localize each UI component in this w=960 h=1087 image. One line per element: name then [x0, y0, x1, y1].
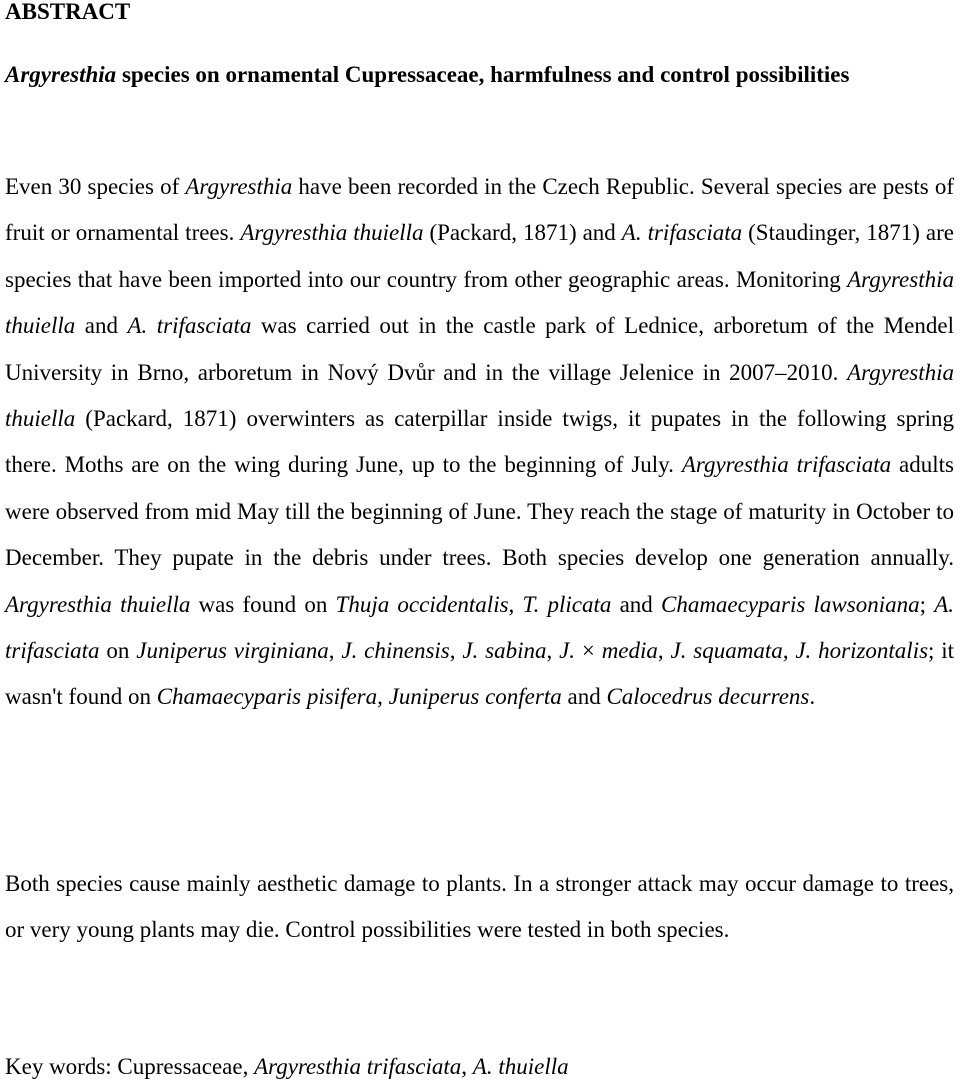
italic-run: Calocedrus decurrens: [606, 684, 810, 710]
italic-run: Argyresthia trifasciata: [254, 1054, 462, 1079]
italic-run: Argyresthia trifasciata: [681, 452, 892, 478]
text-run: and: [561, 684, 607, 710]
text-run: was found on: [190, 591, 336, 617]
italic-run: A. trifasciata: [127, 313, 252, 339]
italic-run: A. trifasciata: [5, 591, 954, 664]
italic-run: Argyresthia thuiella: [240, 220, 424, 246]
keywords-line: [5, 1047, 954, 1087]
text-run: ,: [657, 638, 671, 664]
italic-run: Argyresthia thuiella: [5, 359, 954, 432]
abstract-paragraph-1: [5, 164, 954, 721]
title-rest: species on ornamental Cupressaceae, harmfulness and control possibilities: [116, 62, 850, 87]
text-run: ,: [328, 638, 342, 664]
text-run: ,: [546, 638, 560, 664]
italic-run: Juniperus virginiana: [136, 638, 329, 664]
title-genus: Argyresthia: [5, 62, 117, 87]
text-run: and: [75, 313, 128, 339]
italic-run: media: [601, 638, 658, 664]
italic-run: Argyresthia: [185, 174, 293, 199]
paper-title: [5, 52, 954, 98]
text-run: ,: [461, 1054, 473, 1079]
italic-run: Argyresthia thuiella: [5, 266, 954, 339]
text-run: (Packard, 1871) and: [423, 220, 622, 246]
text-run: (Packard, 1871) overwinters as caterpillar inside twigs, it pupates in the following spring there. Moths are on the wing during June, up to the beginning of July.: [5, 406, 954, 478]
italic-run: Argyresthia thuiella: [5, 591, 191, 617]
text-run: Key words: Cupressaceae,: [5, 1054, 255, 1079]
italic-run: Chamaecyparis pisifera, Juniperus conferta: [156, 684, 562, 710]
text-run: ,: [508, 591, 523, 617]
text-run: ;: [919, 591, 935, 617]
text-run: adults were observed from mid May till the beginning of June. They reach the stage of maturity in October to December. They pupate in the debris under trees. Both species develop one generation annually.: [5, 452, 954, 571]
text-run: .: [809, 684, 816, 710]
italic-run: A. trifasciata: [621, 220, 743, 246]
text-run: ×: [575, 638, 602, 664]
section-heading: ABSTRACT: [5, 0, 131, 24]
abstract-paragraph-2: Both species cause mainly aesthetic damage to plants. In a stronger attack may occur damage to trees, or very young plants may die. Control possibilities were tested in both species.: [5, 871, 954, 943]
italic-run: J. squamata, J. horizontalis: [670, 638, 929, 664]
italic-run: J. sabina: [462, 638, 547, 664]
text-run: ; it wasn't found on: [5, 638, 955, 710]
italic-run: J. chinensis: [341, 638, 450, 664]
text-run: ,: [449, 638, 463, 664]
text-run: Even 30 species of: [5, 174, 186, 199]
italic-run: Thuja occidentalis: [335, 591, 509, 617]
text-run: (Staudinger, 1871) are species that have been imported into our country from other geographic areas. Monitoring: [5, 220, 954, 292]
text-run: have been recorded in the Czech Republic. Several species are pests of fruit or ornamental trees.: [5, 174, 955, 246]
italic-run: T. plicata: [522, 591, 612, 617]
text-run: on: [99, 638, 137, 664]
text-run: and: [611, 591, 661, 617]
italic-run: Chamaecyparis lawsoniana: [660, 591, 920, 617]
italic-run: A. thuiella: [472, 1054, 569, 1079]
italic-run: J.: [559, 638, 576, 664]
text-run: was carried out in the castle park of Lednice, arboretum of the Mendel University in Brno, arboretum in Nový Dvůr and in the village Jelenice in 2007–2010.: [5, 313, 954, 385]
